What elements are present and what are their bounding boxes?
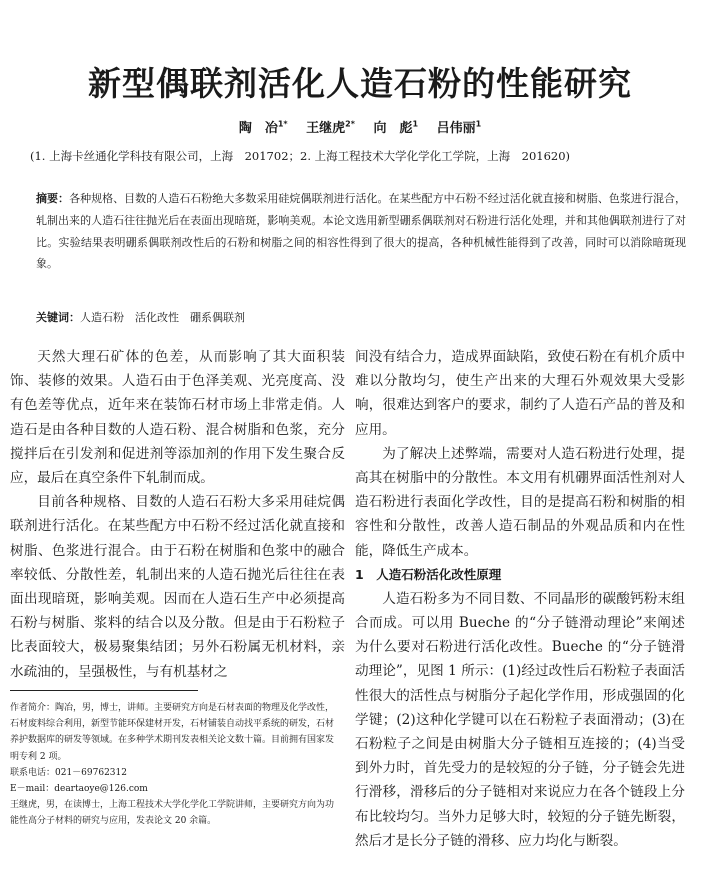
footnote-email: E－mail：deartaoye@126.com [10,784,148,795]
body-paragraph: 为了解决上述弊端，需要对人造石粉进行处理，提高其在树脂中的分散性。本文用有机硼界面活性剂对人造石粉进行表面化学改性，目的是提高石粉和树脂的相容性和分散性，改善人造石制品的外观品质和内在性能，降低生产成本。 [355,445,685,559]
author: 向 彪$^1$ [373,119,419,136]
body-column-left [10,345,345,684]
body-paragraph: 间没有结合力，造成界面缺陷，致使石粉在有机介质中难以分散均匀，使生产出来的大理石外观效果大受影响，很难达到客户的要求，制约了人造石产品的普及和应用。 [355,349,685,438]
affiliation: (1. 上海卡丝通化学科技有限公司，上海 201702；2. 上海工程技术大学化学化工学院，上海 201620) [30,149,571,163]
footnote-phone: 联系电话：021－69762312 [10,767,127,778]
body-paragraph: 人造石粉多为不同目数、不同晶形的碳酸钙粉末组合而成。可以用 Bueche 的“分子链滑动理论”来阐述为什么要对石粉进行活化改性。Bueche 的“分子链滑动理论”，见图 1 所示：(1)经过改性后石粉粒子表面活性很大的活性点与树脂分子起化学作用，形成强固的化学键；(2)这种化学键可以在石粉粒子表面滑动；(3)在石粉粒子之间是由树脂大分子链相互连接的；(4)当受到外力时，首先受力的是较短的分子链，分子链会先进行滑移，滑移后的分子链相对来说应力在各个链段上分布比较均匀。当外力足够大时，较短的分子链先断裂，然后才是长分子链的滑移、应力均化与断裂。 [355,590,685,849]
abstract [36,188,686,275]
section-heading: 1 人造石粉活化改性原理 [355,566,502,582]
body-paragraph: 天然大理石矿体的色差，从而影响了其大面积装饰、装修的效果。人造石由于色泽美观、光亮度高、没有色差等优点，近年来在装饰石材市场上非常走俏。人造石是由各种目数的人造石粉、混合树脂和色浆，充分搅拌后在引发剂和促进剂等添加剂的作用下发生聚合反应，最后在真空条件下轧制而成。 [10,349,345,487]
author: 陶 冶$^{1*}$ [238,119,288,136]
author: 王继虎$^{2*}$ [306,119,355,136]
author: 吕伟丽$^1$ [436,119,482,136]
footnote-coauthor-bio: 王继虎，男，在读博士，上海工程技术大学化学化工学院讲师，主要研究方向为功能性高分子材料的研究与应用，发表论文 20 余篇。 [10,800,335,827]
footnote-divider [10,690,198,691]
footnotes [10,700,340,830]
keywords [36,309,686,325]
paper-title: 新型偶联剂活化人造石粉的性能研究 [88,64,632,103]
abstract-text: 各种规格、目数的人造石石粉绝大多数采用硅烷偶联剂进行活化。在某些配方中石粉不经过活化就直接和树脂、色浆进行混合，轧制出来的人造石往往抛光后在表面出现暗斑，影响美观。本论文选用新型硼系偶联剂对石粉进行活化处理，并和其他偶联剂进行了对比。实验结果表明硼系偶联剂改性后的石粉和树脂之间的相容性得到了很大的提高，各种机械性能得到了改善，同时可以消除暗斑现象。 [36,192,687,271]
body-column-right [355,345,685,853]
author-list [0,117,720,136]
keywords-label: 关键词： [36,311,80,324]
body-paragraph: 目前各种规格、目数的人造石石粉大多采用硅烷偶联剂进行活化。在某些配方中石粉不经过活化就直接和树脂、色浆进行混合。由于石粉在树脂和色浆中的融合率较低、分散性差，轧制出来的人造石抛光后往往在表面出现暗斑，影响美观。因而在人造石生产中必须提高石粉与树脂、浆料的结合以及分散。但是由于石粉粒子比表面较大，极易聚集结团；另外石粉属无机材料，亲水疏油的，呈强极性，与有机基材之 [10,494,345,680]
abstract-label: 摘要： [36,192,70,205]
keywords-text: 人造石粉 活化改性 硼系偶联剂 [80,311,245,324]
footnote-author-bio: 作者简介：陶冶，男，博士，讲师。主要研究方向是石材表面的物理及化学改性，石材废料综合利用，新型节能环保建材开发，石材铺装自动找平系统的研发，石材养护数据库的研发等领域。在多种学术期刊发表相关论文数十篇。目前拥有国家发明专利 2 项。 [10,703,335,762]
